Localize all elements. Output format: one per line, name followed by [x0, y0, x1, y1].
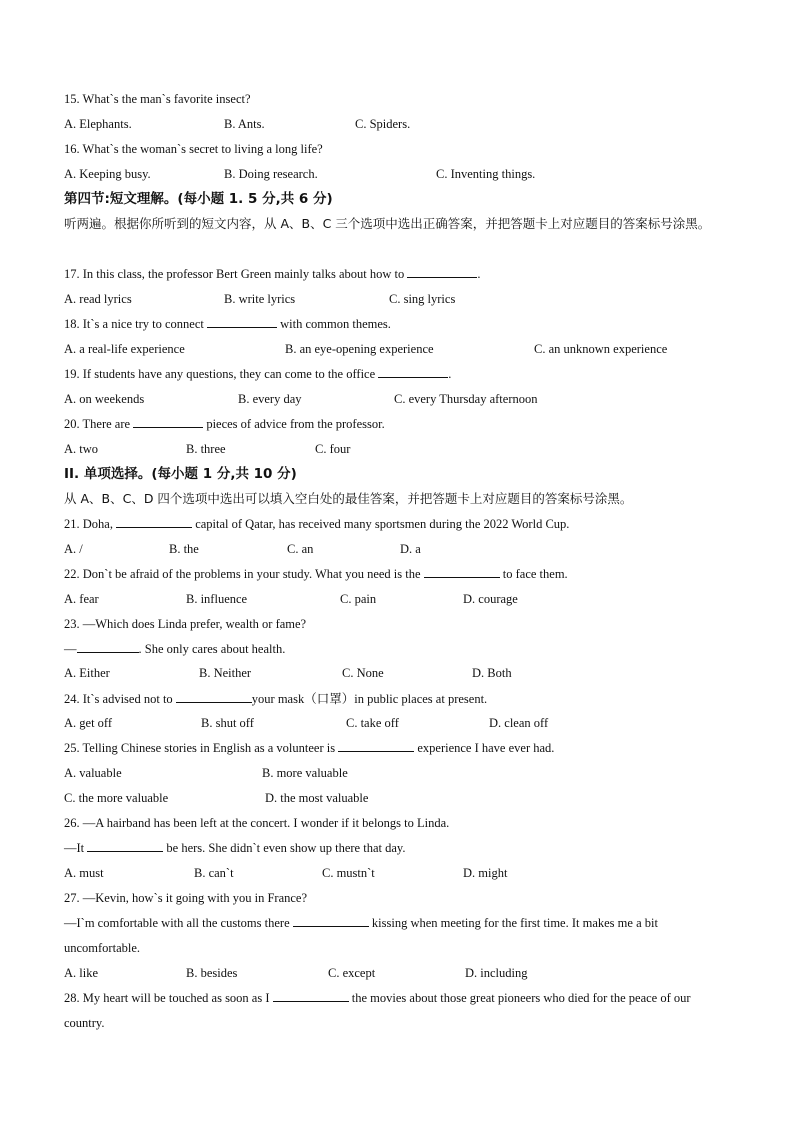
stem-text: 22. Don`t be afraid of the problems in your study. What you need is the	[64, 567, 421, 581]
question-stem	[64, 565, 568, 583]
stem-text: 17. In this class, the professor Bert Green mainly talks about how to	[64, 267, 405, 281]
reply-text: —	[64, 642, 77, 656]
question-stem	[64, 365, 451, 383]
option: C. take off	[346, 716, 399, 730]
option: D. the most valuable	[265, 791, 369, 805]
stem-text: pieces of advice from the professor.	[206, 417, 385, 431]
option: D. courage	[463, 592, 518, 606]
reply-text: —It	[64, 841, 85, 855]
option: B. Doing research.	[224, 167, 318, 181]
answer-blank[interactable]	[407, 265, 477, 278]
stem-text: 21. Doha,	[64, 517, 113, 531]
answer-blank[interactable]	[207, 315, 277, 328]
option: C. Inventing things.	[436, 167, 536, 181]
option: C. the more valuable	[64, 791, 169, 805]
stem-text: .	[448, 367, 452, 381]
question-stem: 26. —A hairband has been left at the concert. I wonder if it belongs to Linda.	[64, 816, 450, 830]
option: C. Spiders.	[355, 117, 411, 131]
option: D. a	[400, 542, 421, 556]
answer-blank[interactable]	[424, 565, 500, 578]
option: A. fear	[64, 592, 99, 606]
answer-blank[interactable]	[293, 914, 369, 927]
answer-blank[interactable]	[77, 640, 139, 653]
option: A. Either	[64, 666, 110, 680]
question-reply	[64, 839, 405, 857]
option: C. four	[315, 442, 351, 456]
answer-blank[interactable]	[273, 989, 349, 1002]
option: B. Neither	[199, 666, 252, 680]
option: B. can`t	[194, 866, 234, 880]
stem-text: with common themes.	[280, 317, 391, 331]
question-stem	[64, 265, 480, 283]
option: B. influence	[186, 592, 248, 606]
option: A. get off	[64, 716, 113, 730]
option: C. an	[287, 542, 314, 556]
option: A. Elephants.	[64, 117, 132, 131]
option: A. like	[64, 966, 99, 980]
question-stem	[64, 515, 569, 533]
section-instruction: 从 A、B、C、D 四个选项中选出可以填入空白处的最佳答案，并把答题卡上对应题目的答案标号涂黑。	[64, 491, 633, 506]
stem-text: 28. My heart will be touched as soon as I	[64, 991, 270, 1005]
option: C. every Thursday afternoon	[394, 392, 538, 406]
question-stem: 27. —Kevin, how`s it going with you in France?	[64, 891, 308, 905]
option: C. an unknown experience	[534, 342, 668, 356]
option: D. including	[465, 966, 528, 980]
stem-text: .	[477, 267, 481, 281]
question-stem	[64, 415, 385, 433]
option: B. besides	[186, 966, 238, 980]
stem-text: capital of Qatar, has received many sportsmen during the 2022 World Cup.	[195, 517, 570, 531]
option: B. Ants.	[224, 117, 265, 131]
option: B. every day	[238, 392, 302, 406]
answer-blank[interactable]	[87, 839, 163, 852]
stem-text: 25. Telling Chinese stories in English as a volunteer is	[64, 741, 336, 755]
option: A. /	[64, 542, 83, 556]
section-title: II. 单项选择。(每小题 1 分,共 10 分)	[64, 466, 297, 482]
question-stem	[64, 315, 391, 333]
question-reply	[64, 911, 724, 961]
question-reply	[64, 640, 285, 658]
option: D. clean off	[489, 716, 549, 730]
stem-text: the movies about those great pioneers who died for the peace of our country.	[64, 991, 691, 1030]
stem-text: 20. There are	[64, 417, 131, 431]
option: C. except	[328, 966, 376, 980]
option: C. pain	[340, 592, 377, 606]
option: B. shut off	[201, 716, 254, 730]
answer-blank[interactable]	[176, 690, 252, 703]
stem-text: to face them.	[502, 567, 568, 581]
section-instruction: 听两遍。根据你所听到的短文内容，从 A、B、C 三个选项中选出正确答案，并把答题卡上对应题目的答案标号涂黑。	[64, 216, 711, 231]
option: C. None	[342, 666, 384, 680]
question-stem	[64, 690, 487, 708]
answer-blank[interactable]	[133, 415, 203, 428]
option: A. a real-life experience	[64, 342, 185, 356]
stem-text: 19. If students have any questions, they can come to the office	[64, 367, 376, 381]
answer-blank[interactable]	[378, 365, 448, 378]
option: A. two	[64, 442, 99, 456]
option: C. mustn`t	[322, 866, 375, 880]
option: A. on weekends	[64, 392, 145, 406]
reply-text: —I`m comfortable with all the customs there	[64, 916, 290, 930]
option: A. Keeping busy.	[64, 167, 151, 181]
option: B. the	[169, 542, 199, 556]
reply-text: kissing when meeting for the first time. It makes me a bit uncomfortable.	[64, 916, 658, 955]
option: D. might	[463, 866, 508, 880]
question-stem: 16. What`s the woman`s secret to living a long life?	[64, 142, 323, 156]
stem-text: 24. It`s advised not to	[64, 692, 173, 706]
stem-text: 18. It`s a nice try to connect	[64, 317, 204, 331]
option: A. valuable	[64, 766, 122, 780]
option: B. more valuable	[262, 766, 348, 780]
question-stem: 15. What`s the man`s favorite insect?	[64, 92, 251, 106]
answer-blank[interactable]	[338, 739, 414, 752]
answer-blank[interactable]	[116, 515, 192, 528]
question-stem	[64, 986, 724, 1036]
option: B. three	[186, 442, 226, 456]
section-title: 第四节:短文理解。(每小题 1. 5 分,共 6 分)	[64, 191, 333, 207]
stem-text: experience I have ever had.	[417, 741, 555, 755]
question-stem: 23. —Which does Linda prefer, wealth or fame?	[64, 617, 307, 631]
reply-text: . She only cares about health.	[138, 642, 286, 656]
option: B. write lyrics	[224, 292, 296, 306]
option: C. sing lyrics	[389, 292, 456, 306]
option: B. an eye-opening experience	[285, 342, 434, 356]
question-stem	[64, 739, 554, 757]
stem-text: your mask（口罩）in public places at present.	[251, 692, 488, 706]
option: A. must	[64, 866, 104, 880]
option: D. Both	[472, 666, 512, 680]
option: A. read lyrics	[64, 292, 132, 306]
reply-text: be hers. She didn`t even show up there that day.	[166, 841, 406, 855]
